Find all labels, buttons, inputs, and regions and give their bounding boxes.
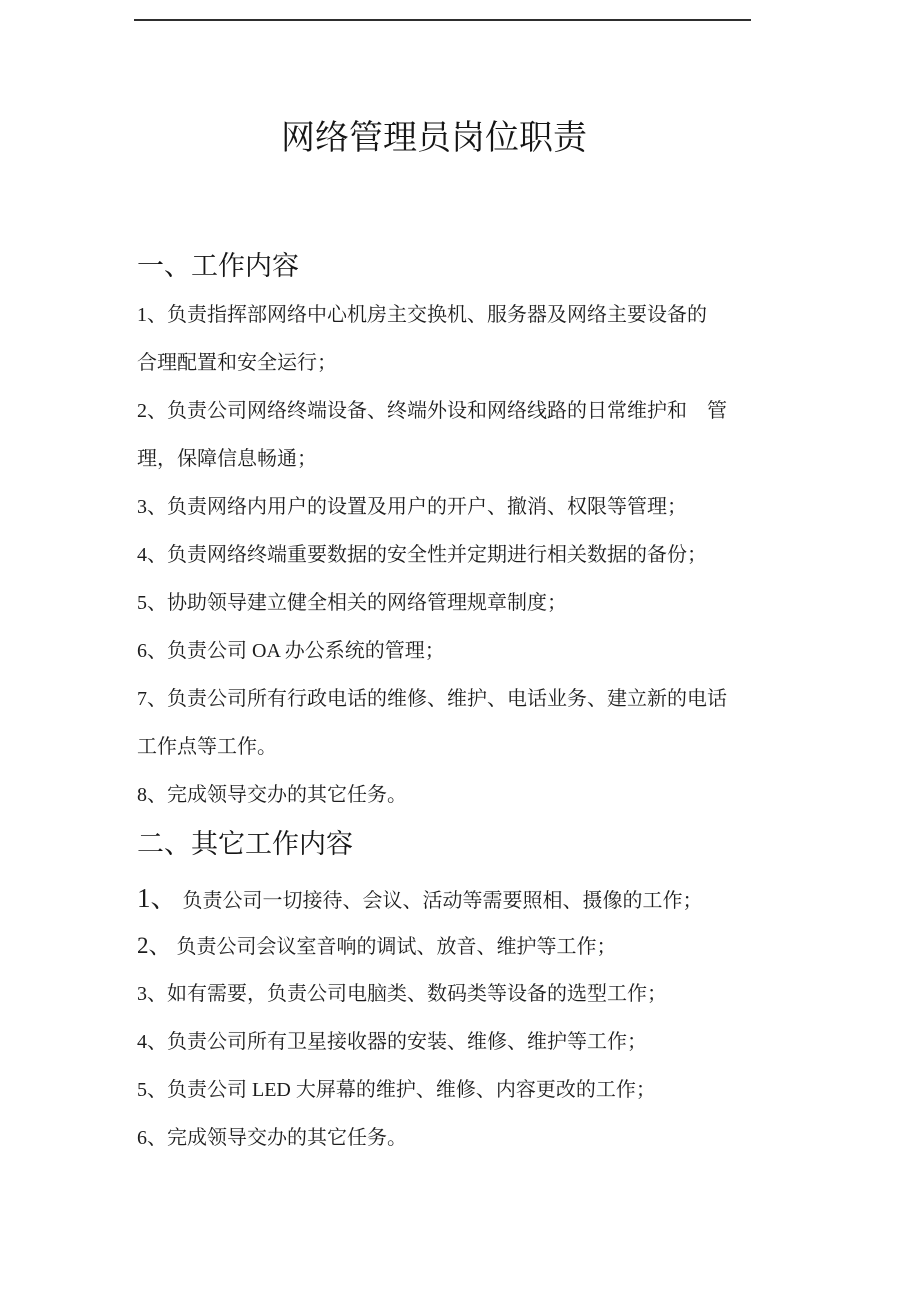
line-text: 负责公司会议室音响的调试、放音、维护等工作； [171, 936, 617, 958]
line-text: 工作点等工作。 [137, 736, 277, 758]
line-number: 8、 [137, 784, 167, 806]
line-text: 负责网络内用户的设置及用户的开户、撤消、权限等管理； [167, 496, 687, 518]
line-text: 负责公司网络终端设备、终端外设和网络线路的日常维护和 管 [167, 400, 727, 422]
line-text: 合理配置和安全运行； [137, 352, 337, 374]
line-text: 如有需要，负责公司电脑类、数码类等设备的选型工作； [167, 983, 667, 1005]
section-1-body [137, 291, 877, 819]
body-line [137, 387, 877, 435]
body-line [137, 922, 877, 970]
line-number: 2、 [137, 400, 167, 422]
line-number: 2、 [137, 933, 172, 958]
line-number: 3、 [137, 496, 167, 518]
body-line [137, 1114, 877, 1162]
section-1-heading: 一、工作内容 [137, 251, 299, 281]
line-number: 7、 [137, 688, 167, 710]
line-text: 负责公司 OA 办公系统的管理； [167, 640, 445, 662]
body-line [137, 771, 877, 819]
body-line [137, 339, 877, 387]
section-2-heading: 二、其它工作内容 [137, 829, 353, 859]
line-text: 负责公司 LED 大屏幕的维护、维修、内容更改的工作； [167, 1079, 656, 1101]
document-title: 网络管理员岗位职责 [281, 120, 587, 157]
line-text: 负责公司所有行政电话的维修、维护、电话业务、建立新的电话 [167, 688, 727, 710]
top-rule [134, 19, 751, 21]
line-number: 4、 [137, 1031, 167, 1053]
body-line [137, 874, 877, 922]
line-number: 6、 [137, 640, 167, 662]
body-line [137, 1018, 877, 1066]
line-text: 负责指挥部网络中心机房主交换机、服务器及网络主要设备的 [167, 304, 707, 326]
body-line [137, 675, 877, 723]
body-line [137, 1066, 877, 1114]
line-number: 1、 [137, 304, 167, 326]
line-number: 6、 [137, 1127, 167, 1149]
body-line [137, 291, 877, 339]
line-number: 3、 [137, 983, 167, 1005]
body-line [137, 483, 877, 531]
line-number: 5、 [137, 592, 167, 614]
line-number: 5、 [137, 1079, 167, 1101]
line-text: 完成领导交办的其它任务。 [167, 784, 407, 806]
line-text: 负责网络终端重要数据的安全性并定期进行相关数据的备份； [167, 544, 707, 566]
body-line [137, 579, 877, 627]
body-line [137, 435, 877, 483]
section-2-body [137, 874, 877, 1162]
line-text: 完成领导交办的其它任务。 [167, 1127, 407, 1149]
body-line [137, 970, 877, 1018]
line-text: 协助领导建立健全相关的网络管理规章制度； [167, 592, 567, 614]
line-number: 4、 [137, 544, 167, 566]
line-number: 1、 [137, 883, 178, 913]
body-line [137, 723, 877, 771]
body-line [137, 627, 877, 675]
body-line [137, 531, 877, 579]
line-text: 负责公司所有卫星接收器的安装、维修、维护等工作； [167, 1031, 647, 1053]
line-text: 理，保障信息畅通； [137, 448, 317, 470]
line-text: 负责公司一切接待、会议、活动等需要照相、摄像的工作； [177, 890, 703, 912]
